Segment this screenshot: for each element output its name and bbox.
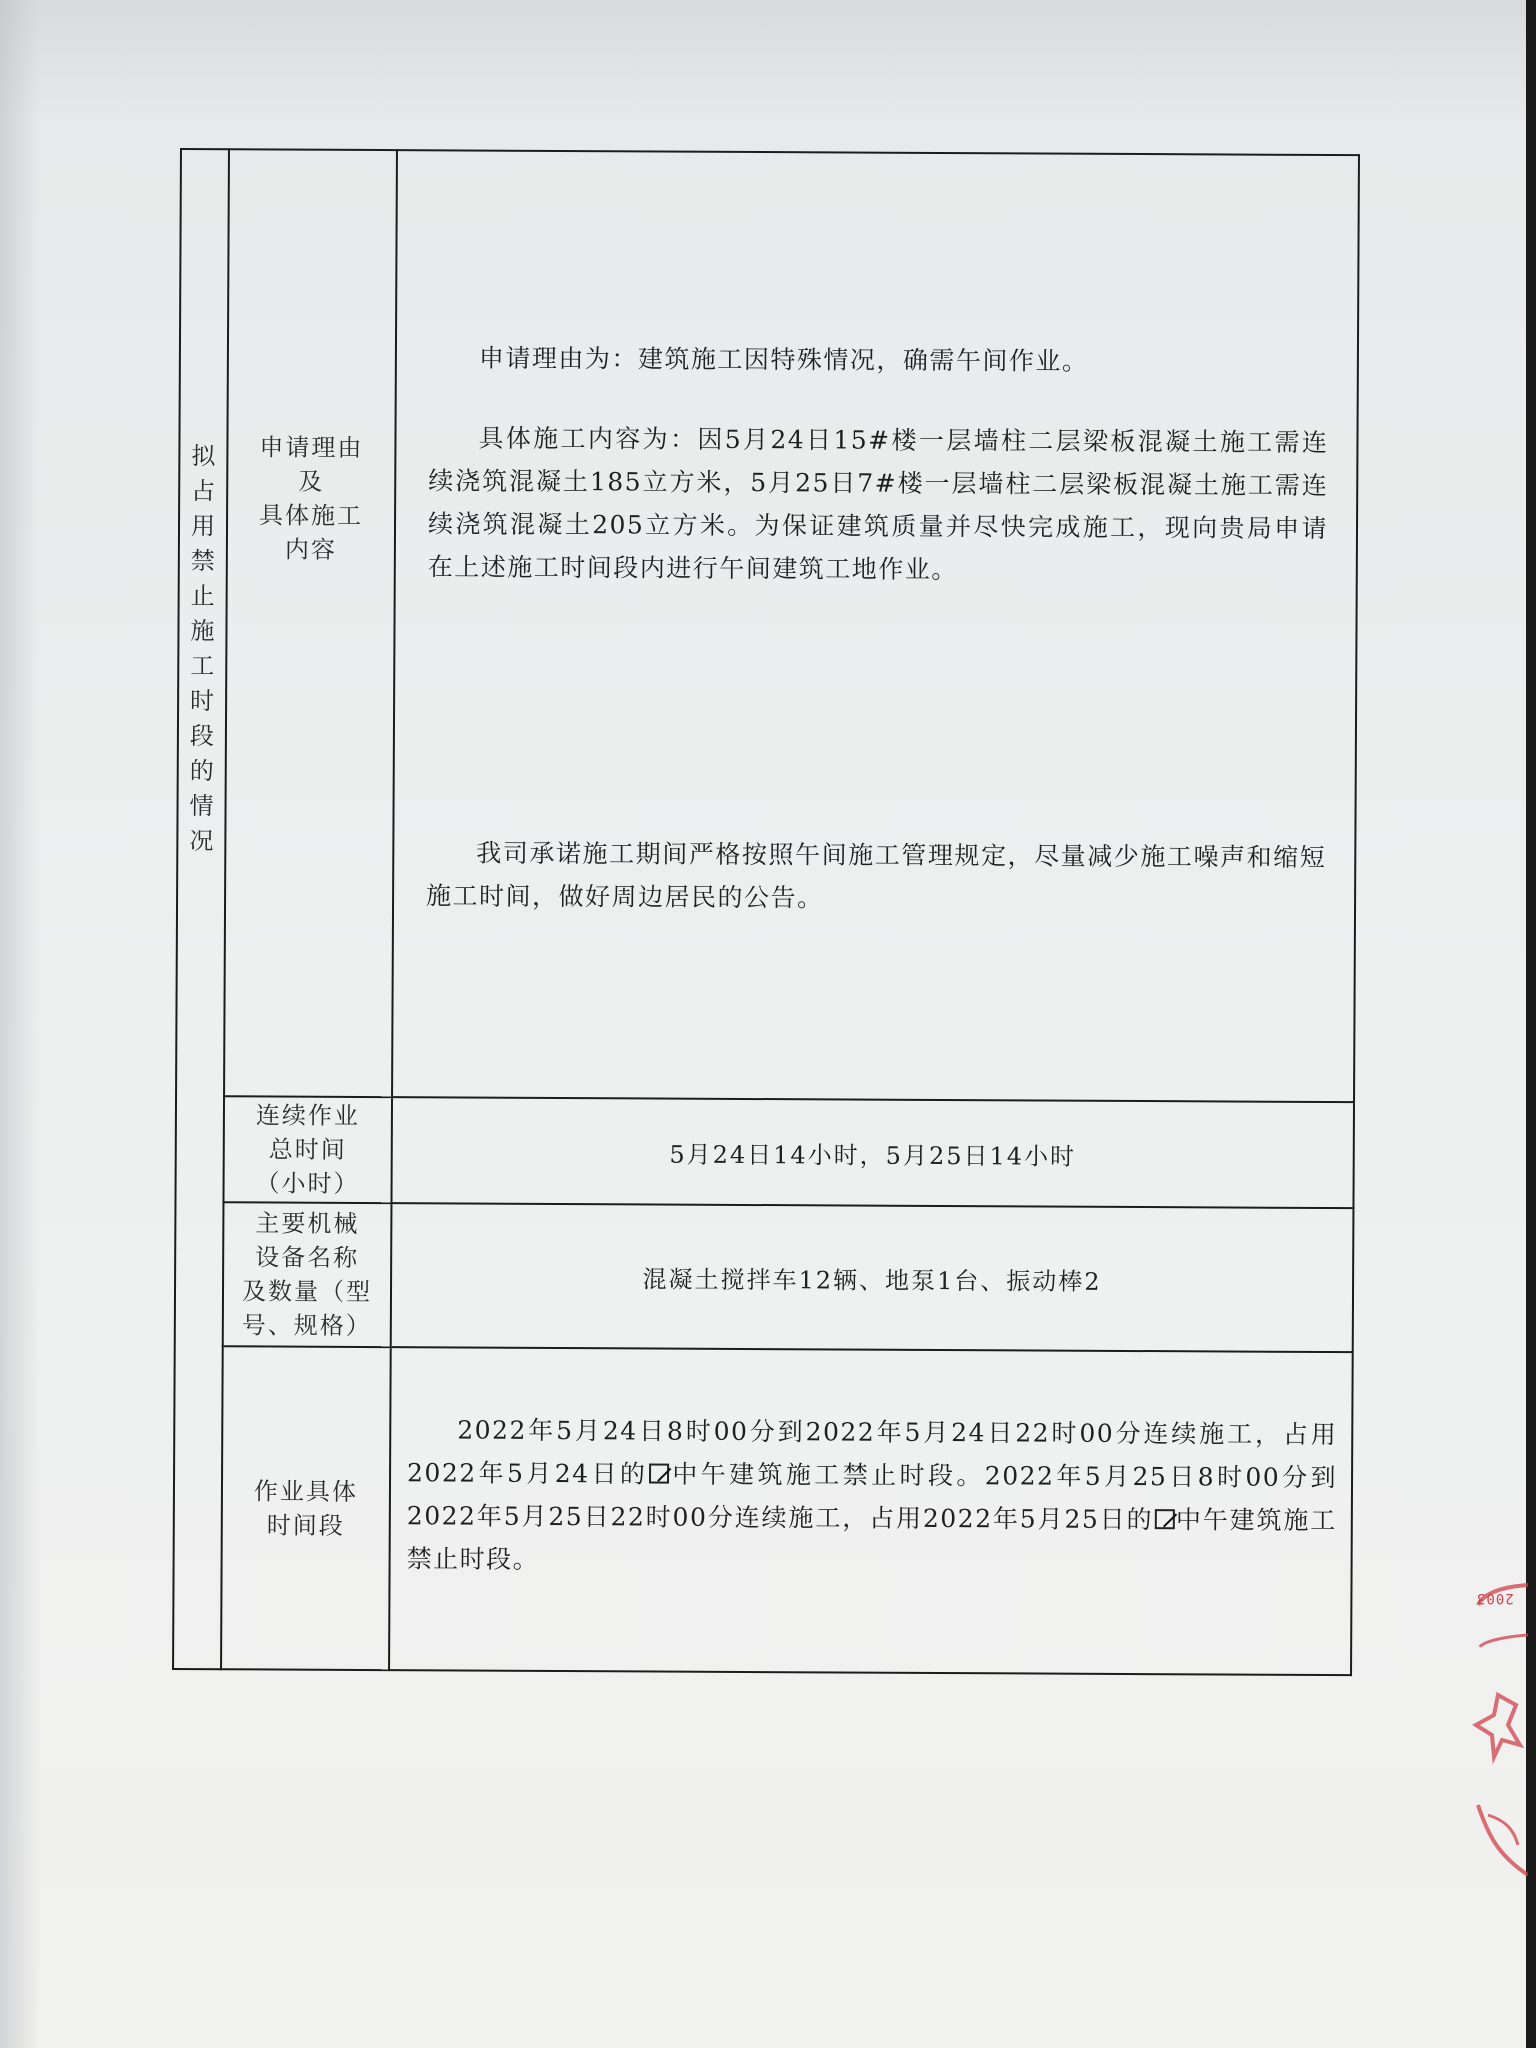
equipment-label-cell — [223, 1202, 392, 1347]
reason-label-cell — [224, 149, 397, 1097]
reason-paragraph-1: 申请理由为：建筑施工因特殊情况，确需午间作业。 — [478, 343, 1089, 376]
red-seal-stamp-icon — [1458, 1575, 1528, 1895]
stamp-number: 2003 — [1476, 1590, 1514, 1606]
application-form-table — [172, 148, 1360, 1676]
period-label-cell — [221, 1346, 391, 1670]
reason-row — [176, 149, 1359, 1102]
checked-checkbox-icon — [649, 1463, 669, 1483]
hours-label: 连续作业 总时间 （小时） — [255, 1101, 361, 1198]
commitment-paragraph: 我司承诺施工期间严格按照午间施工管理规定，尽量减少施工噪声和缩短施工时间，做好周边居民的公告。 — [426, 838, 1327, 913]
reason-label: 申请理由 及 具体施工 内容 — [259, 432, 364, 564]
period-value-cell — [389, 1347, 1353, 1675]
hours-value-cell — [391, 1097, 1354, 1208]
hours-value: 5月24日14小时，5月25日14小时 — [669, 1140, 1077, 1171]
hours-row — [175, 1096, 1354, 1208]
equipment-value: 混凝土搅拌车12辆、地泵1台、振动棒2 — [642, 1264, 1102, 1296]
equipment-value-cell — [391, 1203, 1354, 1352]
equipment-row — [175, 1202, 1354, 1352]
hours-label-cell — [223, 1096, 392, 1203]
period-text: 2022年5月24日8时00分到2022年5月24日22时00分连续施工，占用2022年5月24日的 中午建筑施工禁止时段。2022年5月25日8时00分到2022年5月25日22时00分连续施工，占用2022年5月25日的 中午建筑施工禁止时段。 — [406, 1415, 1338, 1574]
side-title: 拟占用禁止施工时段的情况 — [189, 442, 216, 856]
reason-paragraph-2: 具体施工内容为：因5月24日15#楼一层墙柱二层梁板混凝土施工需连续浇筑混凝土185立方米，5月25日7#楼一层墙柱二层梁板混凝土施工需连续浇筑混凝土205立方米。为保证建筑质量并尽快完成施工，现向贵局申请在上述施工时间段内进行午间建筑工地作业。 — [427, 423, 1329, 585]
period-row — [173, 1346, 1353, 1675]
paper-shadow — [0, 0, 40, 2048]
checked-checkbox-icon — [1154, 1509, 1174, 1529]
equipment-label: 主要机械 设备名称 及数量（型 号、规格） — [241, 1209, 373, 1341]
side-title-cell — [173, 149, 229, 1669]
period-label: 作业具体 时间段 — [253, 1476, 359, 1540]
reason-content-cell — [392, 150, 1359, 1102]
